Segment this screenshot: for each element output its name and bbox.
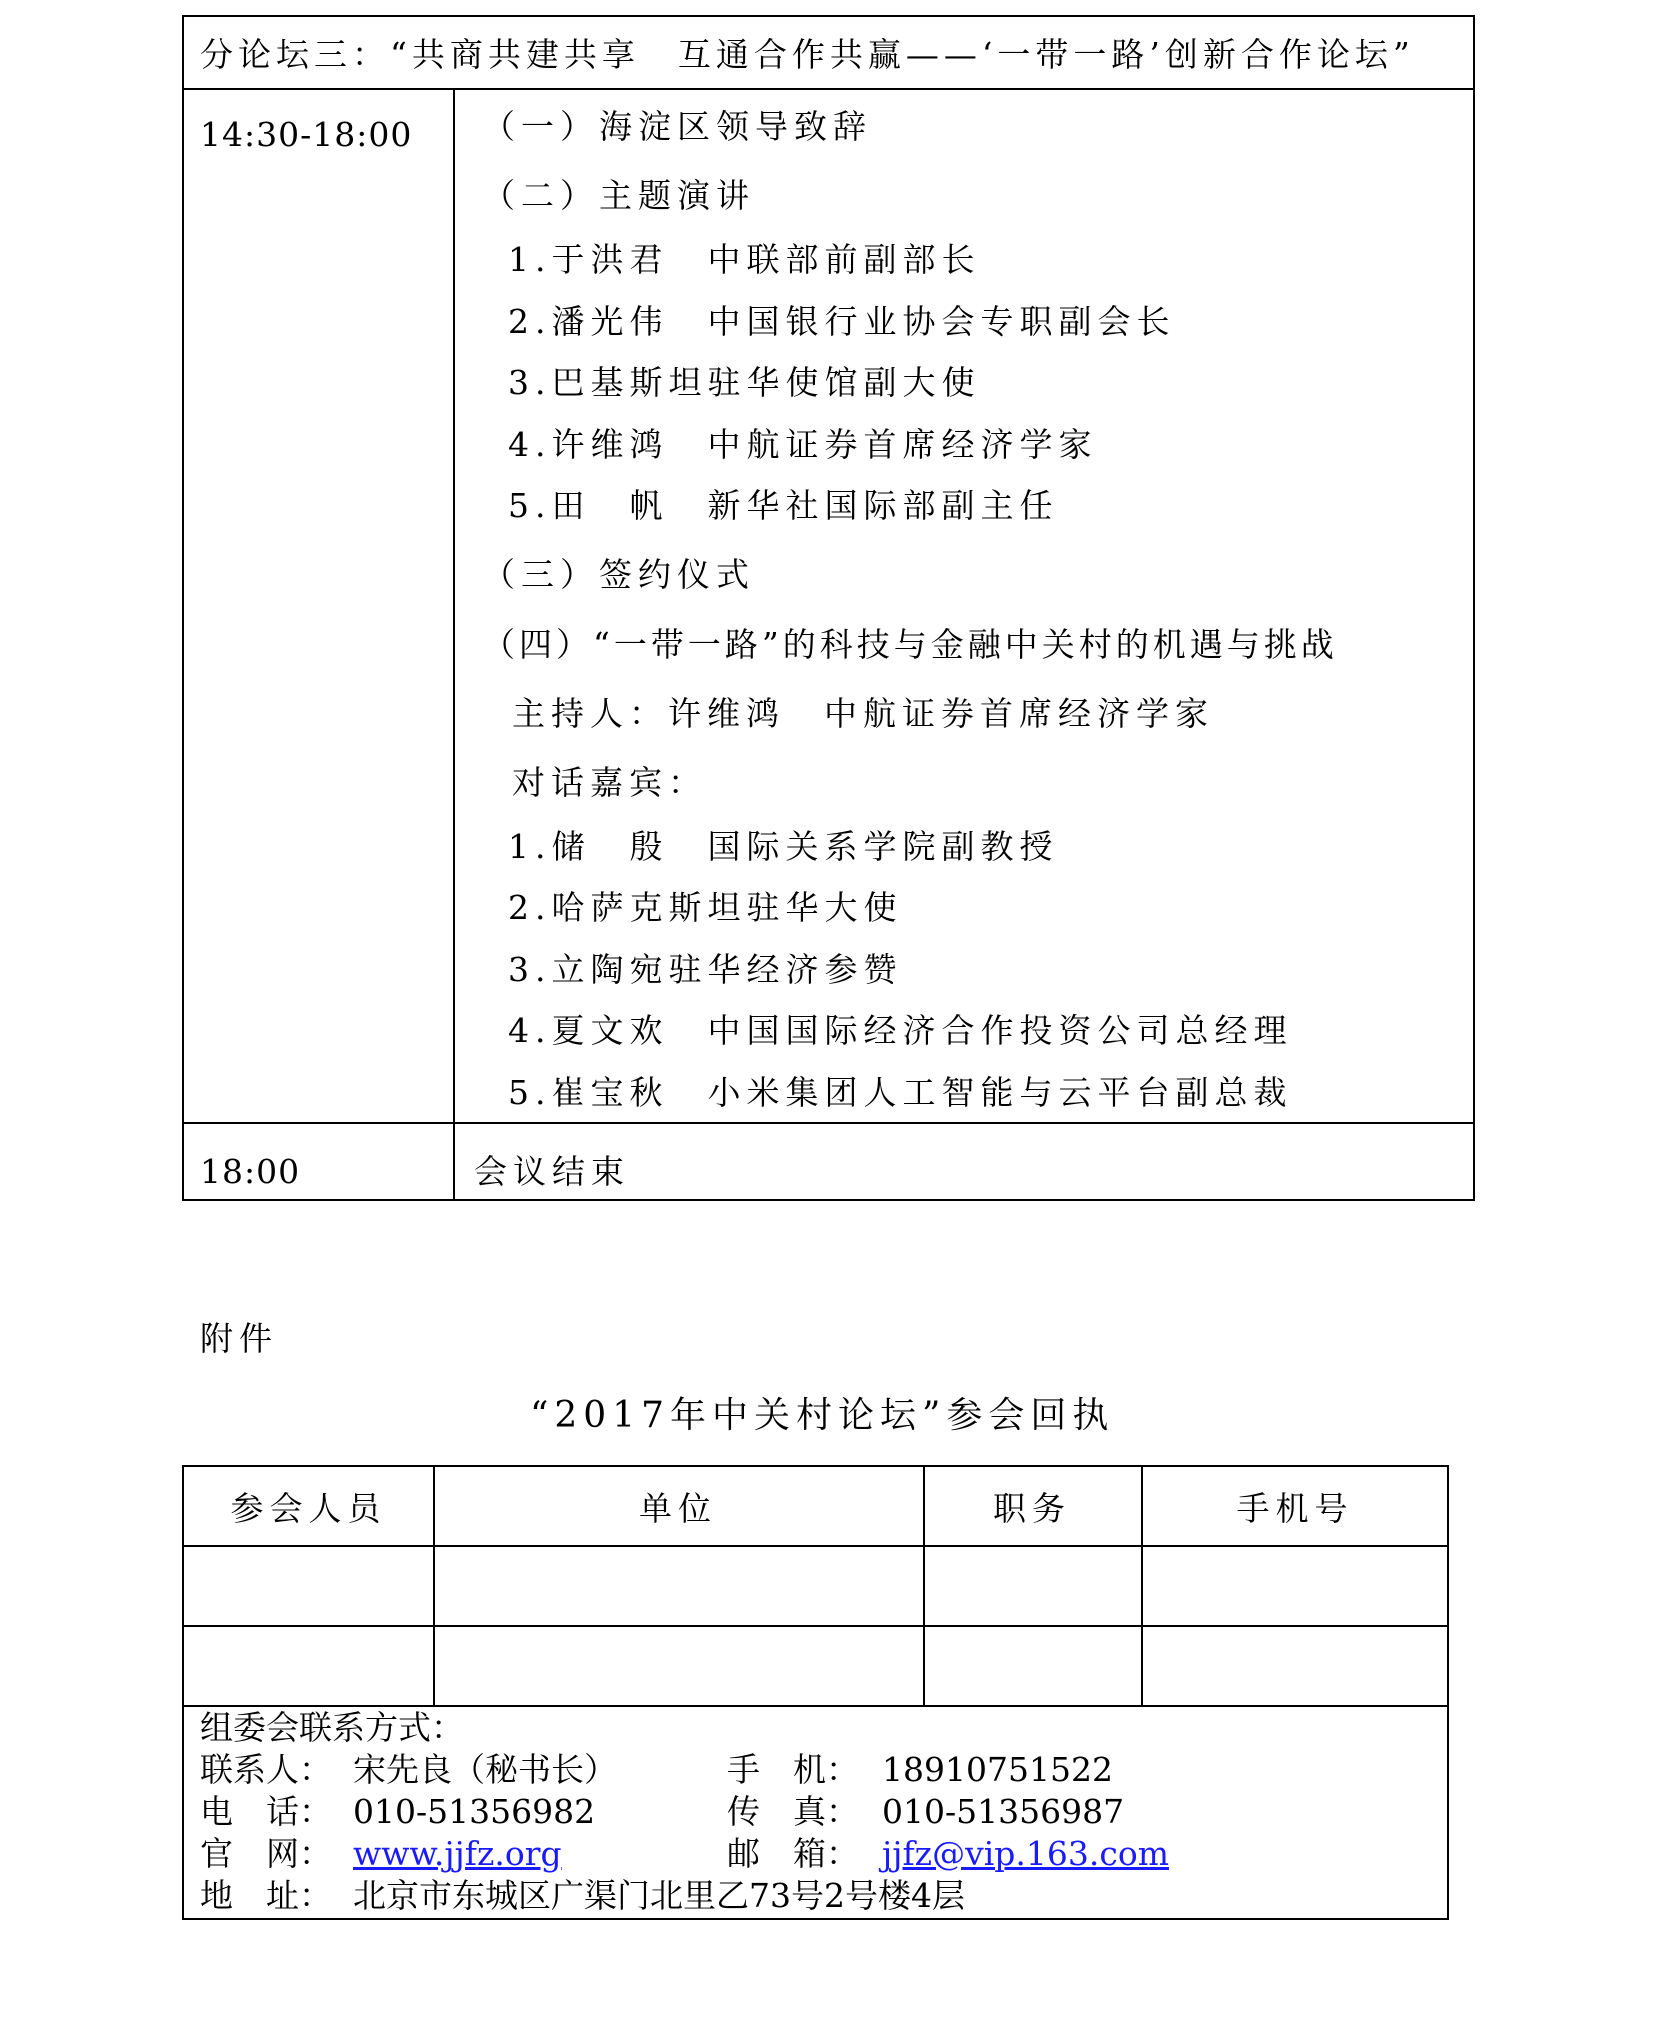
column-header-mobile: 手机号 [1236,1489,1354,1528]
program-item: （三）签约仪式 [482,555,755,594]
guest-item: 5.崔宝秋 小米集团人工智能与云平台副总裁 [508,1073,1293,1112]
phone-label: 电 话： [200,1792,332,1831]
column-header-attendee: 参会人员 [230,1489,387,1528]
organization-cell[interactable] [435,1627,923,1705]
speaker-item: 3.巴基斯坦驻华使馆副大使 [508,363,981,402]
guest-item: 4.夏文欢 中国国际经济合作投资公司总经理 [508,1011,1293,1050]
contact-person-value: 宋先良（秘书长） [353,1750,617,1789]
table-rule [184,1122,1473,1124]
time-slot-afternoon: 14:30-18:00 [200,115,413,154]
guests-heading: 对话嘉宾： [512,763,707,802]
contact-heading: 组委会联系方式： [200,1708,464,1747]
website-label: 官 网： [200,1834,332,1873]
speaker-item: 4.许维鸿 中航证券首席经济学家 [508,425,1098,464]
mobile-cell[interactable] [1143,1547,1449,1625]
attendee-cell[interactable] [184,1547,433,1625]
mobile-label: 手 机： [727,1750,859,1789]
attendee-cell[interactable] [184,1627,433,1705]
closing-item: 会议结束 [474,1152,630,1191]
program-item: （四）“一带一路”的科技与金融中关村的机遇与挑战 [482,625,1338,664]
email-wrapper [882,1833,1169,1875]
form-title: “2017年中关村论坛”参会回执 [530,1395,1115,1436]
speaker-item: 1.于洪君 中联部前副部长 [508,240,981,279]
table-column-rule [453,88,455,1201]
guest-item: 1.储 殷 国际关系学院副教授 [508,827,1059,866]
column-header-organization: 单位 [639,1489,717,1528]
mobile-cell[interactable] [1143,1627,1449,1705]
speaker-item: 2.潘光伟 中国银行业协会专职副会长 [508,302,1176,341]
program-item: （二）主题演讲 [482,176,755,215]
organization-cell[interactable] [435,1547,923,1625]
email-link[interactable]: jjfz@vip.163.com [882,1834,1169,1873]
address-label: 地 址： [200,1876,332,1915]
contact-person-label: 联系人： [200,1750,332,1789]
website-wrapper [353,1833,562,1875]
program-item: （一）海淀区领导致辞 [482,107,872,146]
fax-value: 010-51356987 [882,1792,1125,1831]
position-cell[interactable] [925,1547,1141,1625]
fax-label: 传 真： [727,1792,859,1831]
forum-header: 分论坛三：“共商共建共享 互通合作共赢——‘一带一路’创新合作论坛” [200,35,1415,74]
moderator-item: 主持人：许维鸿 中航证券首席经济学家 [512,694,1214,733]
email-label: 邮 箱： [727,1834,859,1873]
speaker-item: 5.田 帆 新华社国际部副主任 [508,486,1059,525]
time-slot-end: 18:00 [200,1152,301,1191]
table-rule [184,88,1473,90]
address-value: 北京市东城区广渠门北里乙73号2号楼4层 [353,1876,965,1915]
phone-value: 010-51356982 [353,1792,596,1831]
website-link[interactable]: www.jjfz.org [353,1834,562,1873]
guest-item: 3.立陶宛驻华经济参赞 [508,950,903,989]
mobile-value: 18910751522 [882,1750,1113,1789]
attachment-label: 附件 [200,1319,278,1358]
schedule-table [182,15,1475,1201]
position-cell[interactable] [925,1627,1141,1705]
guest-item: 2.哈萨克斯坦驻华大使 [508,888,903,927]
registration-form-table [182,1465,1449,1920]
column-header-position: 职务 [993,1489,1071,1528]
